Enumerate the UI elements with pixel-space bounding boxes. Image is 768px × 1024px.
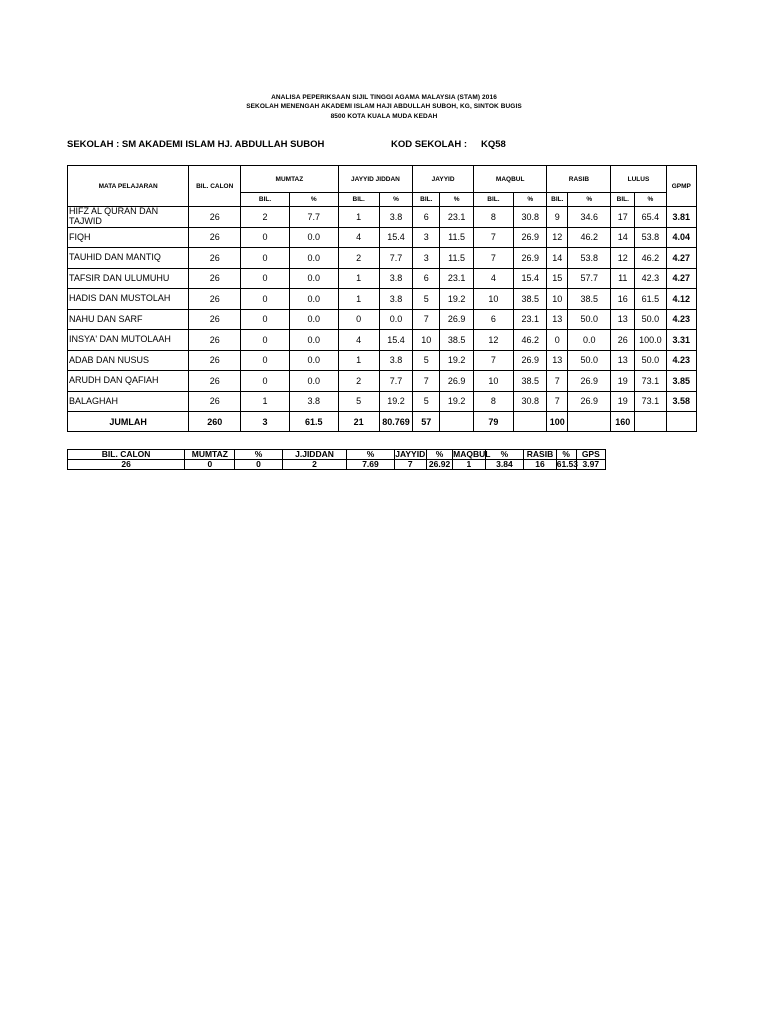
cell-lulus-pct: 50.0 — [635, 309, 666, 330]
cell-lulus-bil: 14 — [611, 227, 635, 248]
cell-jayyid-jiddan-bil: 2 — [338, 371, 379, 392]
cell-candidates: 26 — [189, 371, 241, 392]
cell-gpmp: 4.27 — [666, 268, 696, 289]
cell-jayyid-jiddan-pct: 15.4 — [379, 227, 413, 248]
cell-mumtaz-bil: 2 — [241, 207, 290, 228]
cell-mumtaz-pct: 0.0 — [289, 309, 338, 330]
table-row — [68, 371, 697, 392]
cell-gpmp: 4.23 — [666, 350, 696, 371]
summary-value-cell: 16 — [524, 460, 556, 470]
cell-jayyid-pct: 19.2 — [440, 350, 474, 371]
cell-jayyid-pct: 23.1 — [440, 207, 474, 228]
cell-lulus-pct: 50.0 — [635, 350, 666, 371]
summary-value-cell: 0 — [235, 460, 282, 470]
cell-jayyid-bil: 5 — [413, 391, 440, 412]
table-row — [68, 289, 697, 310]
cell-jayyid-jiddan-pct: 3.8 — [379, 268, 413, 289]
cell-candidates: 26 — [189, 248, 241, 269]
cell-rasib-bil: 10 — [547, 289, 568, 310]
cell-jayyid-jiddan-pct: 3.8 — [379, 207, 413, 228]
summary-value-cell: 26 — [68, 460, 185, 470]
cell-jayyid-bil: 3 — [413, 248, 440, 269]
table-row — [68, 391, 697, 412]
cell-mumtaz-bil: 1 — [241, 391, 290, 412]
cell-jayyid-bil: 7 — [413, 309, 440, 330]
cell-maqbul-bil: 6 — [473, 309, 513, 330]
cell-lulus-pct: 73.1 — [635, 371, 666, 392]
total-candidates: 260 — [189, 412, 241, 432]
cell-rasib-bil: 7 — [547, 371, 568, 392]
table-row — [68, 248, 697, 269]
total-rasib-pct — [568, 412, 611, 432]
cell-lulus-bil: 13 — [611, 350, 635, 371]
summary-header-cell: JAYYID — [395, 449, 426, 459]
total-rasib-bil: 100 — [547, 412, 568, 432]
cell-maqbul-bil: 7 — [473, 248, 513, 269]
cell-maqbul-bil: 10 — [473, 289, 513, 310]
subheader-pct: % — [440, 193, 474, 207]
total-maqbul-pct — [513, 412, 547, 432]
cell-subject: BALAGHAH — [68, 391, 189, 412]
cell-mumtaz-bil: 0 — [241, 227, 290, 248]
cell-gpmp: 3.81 — [666, 207, 696, 228]
subheader-pct: % — [513, 193, 547, 207]
cell-mumtaz-pct: 0.0 — [289, 350, 338, 371]
cell-gpmp: 3.31 — [666, 330, 696, 351]
cell-mumtaz-pct: 0.0 — [289, 371, 338, 392]
cell-lulus-bil: 19 — [611, 391, 635, 412]
cell-jayyid-pct: 38.5 — [440, 330, 474, 351]
cell-subject: INSYA' DAN MUTOLAAH — [68, 330, 189, 351]
total-mumtaz-bil: 3 — [241, 412, 290, 432]
summary-header-cell: MUMTAZ — [185, 450, 235, 460]
cell-maqbul-bil: 7 — [473, 350, 513, 371]
cell-mumtaz-bil: 0 — [241, 248, 290, 269]
cell-mumtaz-pct: 0.0 — [289, 227, 338, 248]
cell-jayyid-jiddan-bil: 4 — [338, 330, 379, 351]
cell-mumtaz-bil: 0 — [241, 309, 290, 330]
total-maqbul-bil: 79 — [473, 412, 513, 432]
cell-lulus-pct: 73.1 — [635, 391, 666, 412]
cell-subject: TAUHID DAN MANTIQ — [68, 248, 189, 269]
cell-mumtaz-pct: 7.7 — [289, 207, 338, 228]
cell-lulus-pct: 42.3 — [635, 268, 666, 289]
summary-header-cell: GPS — [576, 450, 605, 460]
header-gpmp: GPMP — [666, 166, 696, 207]
summary-header-cell: % — [556, 450, 576, 460]
summary-value-cell: 61.53 — [556, 459, 578, 469]
cell-maqbul-pct: 23.1 — [513, 309, 547, 330]
cell-rasib-bil: 12 — [547, 227, 568, 248]
cell-jayyid-jiddan-bil: 1 — [338, 268, 379, 289]
cell-jayyid-bil: 3 — [413, 227, 440, 248]
cell-jayyid-bil: 6 — [413, 268, 440, 289]
cell-rasib-bil: 14 — [547, 248, 568, 269]
cell-jayyid-jiddan-pct: 3.8 — [379, 350, 413, 371]
summary-value-cell: 7 — [394, 460, 426, 470]
cell-mumtaz-bil: 0 — [241, 350, 290, 371]
cell-gpmp: 4.12 — [666, 289, 696, 310]
report-title: ANALISA PEPERIKSAAN SIJIL TINGGI AGAMA MALAYSIA (STAM) 2016 — [271, 94, 497, 101]
header-lulus: LULUS — [611, 166, 666, 193]
subject-analysis-table — [67, 165, 697, 432]
cell-gpmp: 4.27 — [666, 248, 696, 269]
cell-rasib-pct: 26.9 — [568, 371, 611, 392]
cell-jayyid-pct: 26.9 — [440, 371, 474, 392]
cell-lulus-bil: 17 — [611, 207, 635, 228]
cell-rasib-pct: 34.6 — [568, 207, 611, 228]
cell-maqbul-bil: 10 — [473, 371, 513, 392]
summary-header-cell: % — [235, 450, 282, 460]
subheader-bil: BIL. — [473, 193, 513, 207]
cell-subject: ADAB DAN NUSUS — [68, 350, 189, 371]
cell-mumtaz-bil: 0 — [241, 371, 290, 392]
cell-jayyid-bil: 7 — [413, 371, 440, 392]
cell-maqbul-pct: 30.8 — [513, 207, 547, 228]
total-row — [68, 412, 697, 432]
cell-jayyid-pct: 11.5 — [440, 248, 474, 269]
cell-candidates: 26 — [189, 350, 241, 371]
total-jayyid-jiddan-bil: 21 — [338, 412, 379, 432]
table-row — [68, 330, 697, 351]
cell-jayyid-jiddan-bil: 1 — [338, 289, 379, 310]
school-name: SEKOLAH : SM AKADEMI ISLAM HJ. ABDULLAH SUBOH — [67, 139, 325, 150]
cell-lulus-pct: 46.2 — [635, 248, 666, 269]
summary-header-cell: % — [347, 450, 394, 460]
cell-jayyid-jiddan-bil: 1 — [338, 350, 379, 371]
cell-mumtaz-pct: 3.8 — [289, 391, 338, 412]
cell-jayyid-jiddan-pct: 19.2 — [379, 391, 413, 412]
cell-rasib-bil: 7 — [547, 391, 568, 412]
cell-gpmp: 3.58 — [666, 391, 696, 412]
summary-value-row — [68, 460, 606, 470]
cell-subject: NAHU DAN SARF — [68, 309, 189, 330]
cell-lulus-bil: 26 — [611, 330, 635, 351]
summary-table — [67, 449, 606, 470]
cell-candidates: 26 — [189, 227, 241, 248]
cell-mumtaz-pct: 0.0 — [289, 289, 338, 310]
cell-gpmp: 4.23 — [666, 309, 696, 330]
summary-value-cell: 1 — [453, 460, 485, 470]
cell-jayyid-jiddan-bil: 4 — [338, 227, 379, 248]
cell-jayyid-jiddan-pct: 15.4 — [379, 330, 413, 351]
cell-candidates: 26 — [189, 309, 241, 330]
subheader-pct: % — [379, 193, 413, 207]
cell-rasib-pct: 46.2 — [568, 227, 611, 248]
subheader-pct: % — [635, 193, 666, 207]
subheader-pct: % — [568, 193, 611, 207]
summary-header-cell: BIL. CALON — [68, 450, 185, 460]
header-rasib: RASIB — [547, 166, 611, 193]
cell-maqbul-bil: 7 — [473, 227, 513, 248]
summary-value-cell: 3.97 — [576, 460, 605, 470]
cell-lulus-bil: 11 — [611, 268, 635, 289]
total-mumtaz-pct: 61.5 — [289, 412, 338, 432]
total-gpmp — [666, 412, 696, 432]
cell-rasib-bil: 0 — [547, 330, 568, 351]
cell-jayyid-jiddan-bil: 1 — [338, 207, 379, 228]
subheader-pct: % — [289, 193, 338, 207]
cell-rasib-bil: 13 — [547, 350, 568, 371]
cell-mumtaz-bil: 0 — [241, 289, 290, 310]
cell-jayyid-jiddan-pct: 3.8 — [379, 289, 413, 310]
cell-jayyid-jiddan-bil: 5 — [338, 391, 379, 412]
report-address-line: 8500 KOTA KUALA MUDA KEDAH — [330, 113, 438, 120]
summary-header-cell: MAQBUL — [453, 449, 491, 459]
cell-gpmp: 3.85 — [666, 371, 696, 392]
cell-candidates: 26 — [189, 289, 241, 310]
school-code-label: KOD SEKOLAH : — [391, 139, 467, 150]
cell-jayyid-bil: 5 — [413, 350, 440, 371]
cell-rasib-pct: 38.5 — [568, 289, 611, 310]
table-row — [68, 227, 697, 248]
cell-lulus-bil: 13 — [611, 309, 635, 330]
cell-candidates: 26 — [189, 330, 241, 351]
cell-candidates: 26 — [189, 207, 241, 228]
cell-rasib-pct: 57.7 — [568, 268, 611, 289]
header-mumtaz: MUMTAZ — [241, 166, 338, 193]
cell-maqbul-pct: 38.5 — [513, 371, 547, 392]
total-subject: JUMLAH — [68, 412, 189, 432]
cell-subject: FIQH — [68, 227, 189, 248]
cell-jayyid-pct: 19.2 — [440, 391, 474, 412]
cell-maqbul-pct: 30.8 — [513, 391, 547, 412]
summary-value-cell: 0 — [185, 460, 235, 470]
total-jayyid-bil: 57 — [413, 412, 440, 432]
cell-maqbul-pct: 26.9 — [513, 248, 547, 269]
cell-maqbul-bil: 8 — [473, 391, 513, 412]
header-jayyid-jiddan: JAYYID JIDDAN — [338, 166, 413, 193]
cell-mumtaz-bil: 0 — [241, 330, 290, 351]
cell-jayyid-jiddan-pct: 7.7 — [379, 248, 413, 269]
subheader-bil: BIL. — [338, 193, 379, 207]
cell-lulus-pct: 100.0 — [635, 330, 666, 351]
summary-value-cell: 2 — [282, 460, 347, 470]
summary-value-cell: 26.92 — [426, 460, 452, 470]
school-code-value: KQ58 — [481, 139, 506, 150]
report-school-line: SEKOLAH MENENGAH AKADEMI ISLAM HAJI ABDULLAH SUBOH, KG, SINTOK BUGIS — [246, 103, 522, 110]
cell-jayyid-pct: 23.1 — [440, 268, 474, 289]
cell-subject: HIFZ AL QURAN DAN TAJWID — [68, 207, 189, 228]
cell-maqbul-bil: 12 — [473, 330, 513, 351]
cell-jayyid-bil: 10 — [413, 330, 440, 351]
table-row — [68, 268, 697, 289]
summary-header-cell: RASIB — [524, 450, 556, 460]
cell-jayyid-pct: 26.9 — [440, 309, 474, 330]
cell-lulus-bil: 12 — [611, 248, 635, 269]
summary-value-cell: 3.84 — [485, 460, 524, 470]
cell-maqbul-bil: 4 — [473, 268, 513, 289]
cell-maqbul-pct: 26.9 — [513, 227, 547, 248]
cell-jayyid-jiddan-bil: 0 — [338, 309, 379, 330]
cell-rasib-pct: 50.0 — [568, 350, 611, 371]
cell-rasib-bil: 15 — [547, 268, 568, 289]
cell-subject: HADIS DAN MUSTOLAH — [68, 289, 189, 310]
cell-subject: ARUDH DAN QAFIAH — [68, 371, 189, 392]
cell-rasib-bil: 13 — [547, 309, 568, 330]
cell-maqbul-pct: 15.4 — [513, 268, 547, 289]
cell-maqbul-pct: 26.9 — [513, 350, 547, 371]
total-jayyid-pct — [440, 412, 474, 432]
cell-rasib-bil: 9 — [547, 207, 568, 228]
total-jayyid-jiddan-pct: 80.769 — [379, 412, 413, 432]
table-row — [68, 207, 697, 228]
header-jayyid: JAYYID — [413, 166, 474, 193]
cell-jayyid-pct: 19.2 — [440, 289, 474, 310]
summary-header-row — [68, 450, 606, 460]
total-lulus-pct — [635, 412, 666, 432]
cell-jayyid-pct: 11.5 — [440, 227, 474, 248]
cell-jayyid-bil: 6 — [413, 207, 440, 228]
cell-rasib-pct: 0.0 — [568, 330, 611, 351]
cell-mumtaz-bil: 0 — [241, 268, 290, 289]
subheader-bil: BIL. — [611, 193, 635, 207]
header-subject: MATA PELAJARAN — [68, 166, 189, 207]
summary-value-cell: 7.69 — [347, 460, 394, 470]
summary-header-cell: % — [426, 450, 452, 460]
cell-maqbul-bil: 8 — [473, 207, 513, 228]
cell-jayyid-bil: 5 — [413, 289, 440, 310]
table-row — [68, 309, 697, 330]
cell-mumtaz-pct: 0.0 — [289, 268, 338, 289]
subheader-bil: BIL. — [547, 193, 568, 207]
header-candidates: BIL. CALON — [189, 166, 241, 207]
cell-lulus-bil: 16 — [611, 289, 635, 310]
total-lulus-bil: 160 — [611, 412, 635, 432]
cell-maqbul-pct: 38.5 — [513, 289, 547, 310]
table-row — [68, 350, 697, 371]
cell-mumtaz-pct: 0.0 — [289, 330, 338, 351]
header-maqbul: MAQBUL — [473, 166, 547, 193]
cell-gpmp: 4.04 — [666, 227, 696, 248]
cell-rasib-pct: 50.0 — [568, 309, 611, 330]
summary-header-cell: J.JIDDAN — [282, 450, 347, 460]
cell-lulus-pct: 65.4 — [635, 207, 666, 228]
cell-lulus-bil: 19 — [611, 371, 635, 392]
cell-lulus-pct: 53.8 — [635, 227, 666, 248]
summary-header-cell: % — [485, 450, 524, 460]
cell-jayyid-jiddan-pct: 0.0 — [379, 309, 413, 330]
cell-candidates: 26 — [189, 268, 241, 289]
subheader-bil: BIL. — [413, 193, 440, 207]
cell-mumtaz-pct: 0.0 — [289, 248, 338, 269]
subheader-bil: BIL. — [241, 193, 290, 207]
cell-candidates: 26 — [189, 391, 241, 412]
cell-maqbul-pct: 46.2 — [513, 330, 547, 351]
cell-subject: TAFSIR DAN ULUMUHU — [68, 268, 189, 289]
cell-lulus-pct: 61.5 — [635, 289, 666, 310]
cell-rasib-pct: 53.8 — [568, 248, 611, 269]
cell-rasib-pct: 26.9 — [568, 391, 611, 412]
cell-jayyid-jiddan-pct: 7.7 — [379, 371, 413, 392]
cell-jayyid-jiddan-bil: 2 — [338, 248, 379, 269]
